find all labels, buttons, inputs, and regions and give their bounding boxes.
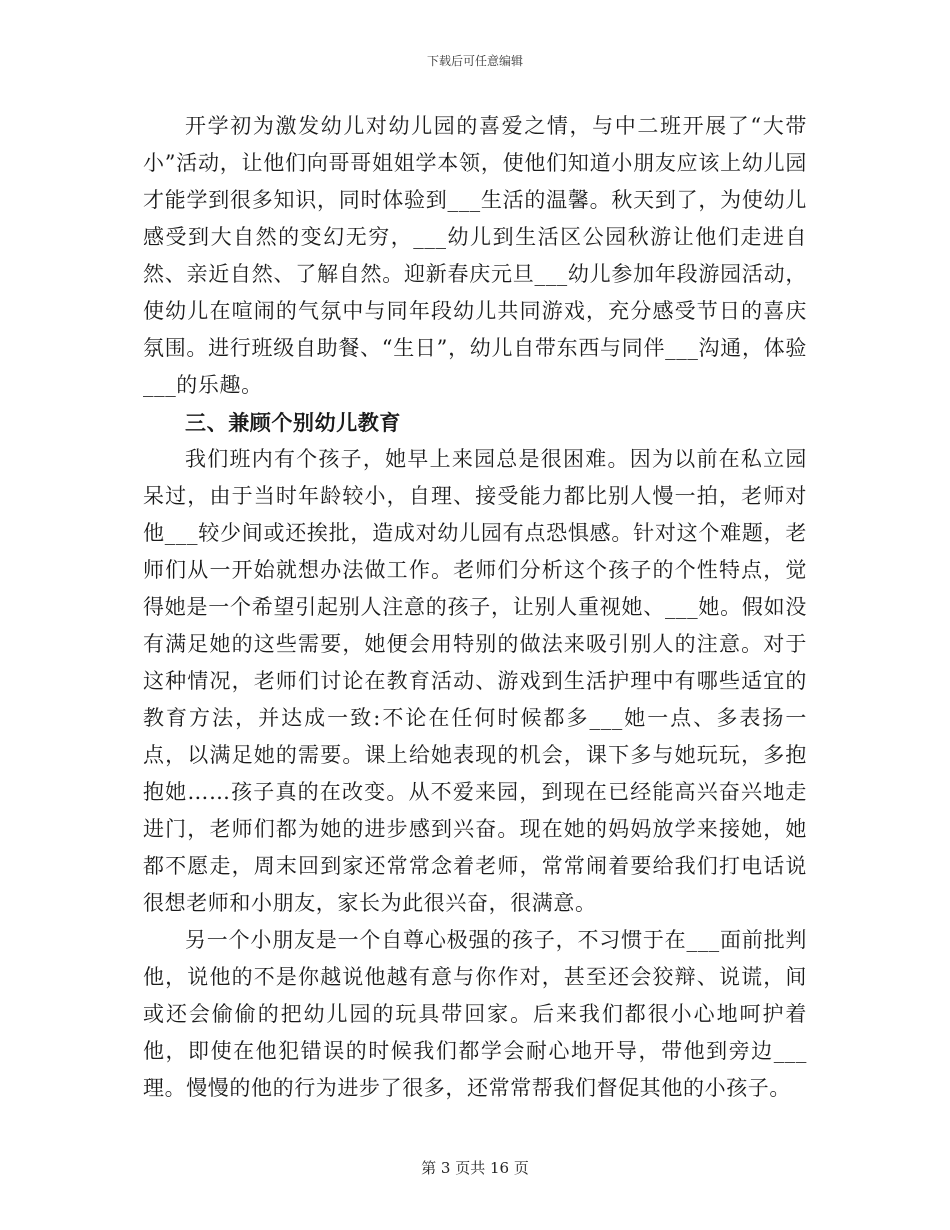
paragraph: 另一个小朋友是一个自尊心极强的孩子，不习惯于在___面前批判他，说他的不是你越说他越有意与你作对，甚至还会狡辩、说谎，间或还会偷偷的把幼儿园的玩具带回家。后来我们都很小心地呵护着他，即使在他犯错误的时候我们都学会耐心地开导，带他到旁边___理。慢慢的他的行为进步了很多，还常常帮我们督促其他的小孩子。	[143, 928, 807, 1100]
section-heading: 三、兼顾个别幼儿教育	[185, 410, 401, 435]
document-body	[143, 108, 807, 1107]
header-note: 下载后可任意编辑	[426, 54, 523, 68]
paragraph: 我们班内有个孩子，她早上来园总是很困难。因为以前在私立园呆过，由于当时年龄较小，自理、接受能力都比别人慢一拍，老师对他___较少间或还挨批，造成对幼儿园有点恐惧感。针对这个难题，老师们从一开始就想办法做工作。老师们分析这个孩子的个性特点，觉得她是一个希望引起别人注意的孩子，让别人重视她、___她。假如没有满足她的这些需要，她便会用特别的做法来吸引别人的注意。对于这种情况，老师们讨论在教育活动、游戏到生活护理中有哪些适宜的教育方法，并达成一致:不论在任何时候都多___她一点、多表扬一点，以满足她的需要。课上给她表现的机会，课下多与她玩玩，多抱抱她……孩子真的在改变。从不爱来园，到现在已经能高兴奋兴地走进门，老师们都为她的进步感到兴奋。现在她的妈妈放学来接她，她都不愿走，周末回到家还常常念着老师，常常闹着要给我们打电话说很想老师和小朋友，家长为此很兴奋，很满意。	[143, 447, 807, 915]
page-number-footer: 第 3 页共 16 页	[421, 1159, 529, 1177]
paragraph: 开学初为激发幼儿对幼儿园的喜爱之情，与中二班开展了“大带小”活动，让他们向哥哥姐姐学本领，使他们知道小朋友应该上幼儿园才能学到很多知识，同时体验到___生活的温馨。秋天到了，为使幼儿感受到大自然的变幻无穷，___幼儿到生活区公园秋游让他们走进自然、亲近自然、了解自然。迎新春庆元旦___幼儿参加年段游园活动，使幼儿在喧闹的气氛中与同年段幼儿共同游戏，充分感受节日的喜庆氛围。进行班级自助餐、“生日”，幼儿自带东西与同伴___沟通，体验___的乐趣。	[143, 114, 807, 397]
